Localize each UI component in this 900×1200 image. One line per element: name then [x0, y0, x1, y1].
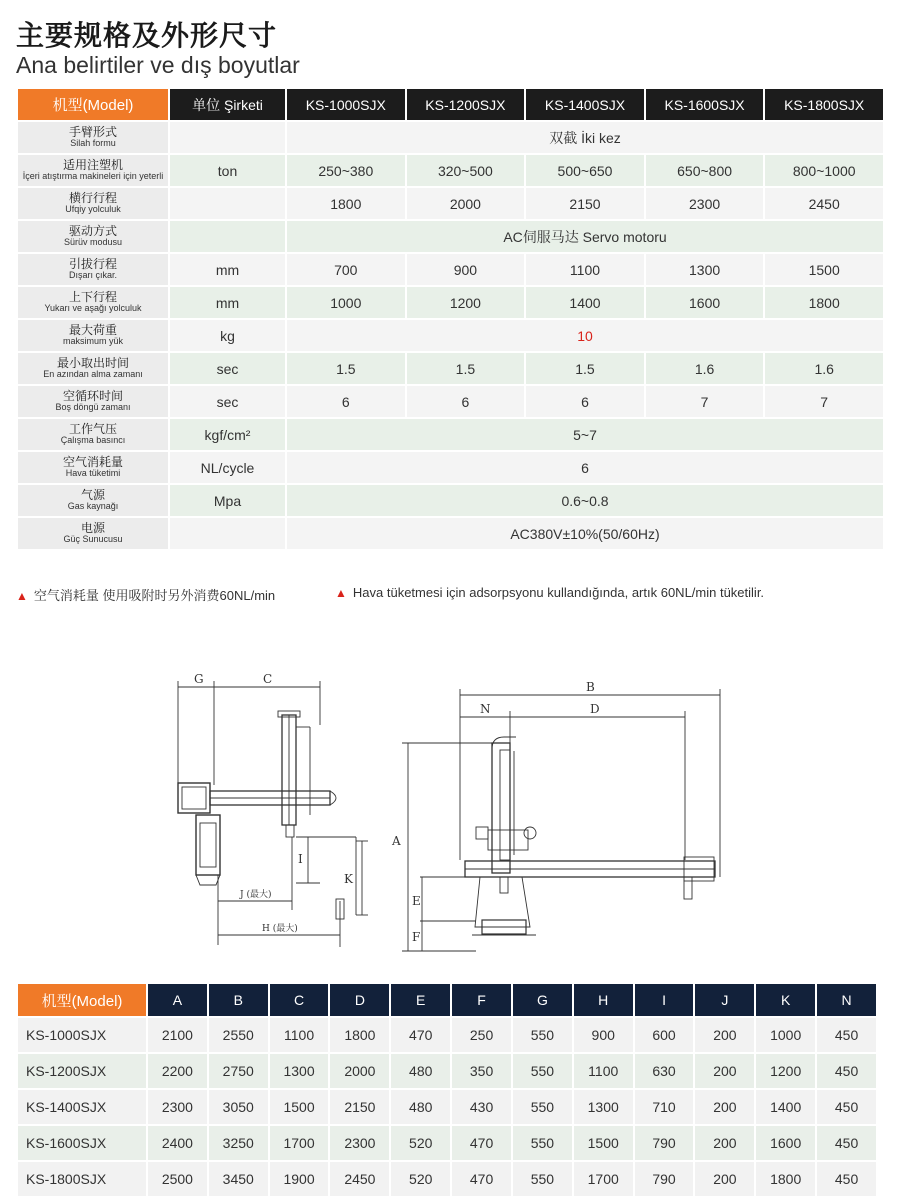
dim-value: 710	[635, 1090, 694, 1124]
spec-row	[18, 320, 883, 351]
spec-value: 7	[646, 386, 764, 417]
spec-label-tr: Ufqiy yolculuk	[65, 203, 121, 214]
spec-unit	[170, 188, 285, 219]
dim-header-col: A	[148, 984, 207, 1016]
dim-value: 550	[513, 1162, 572, 1196]
dim-header-col: D	[330, 984, 389, 1016]
spec-row	[18, 485, 883, 516]
spec-label-cn: 工作气压	[68, 421, 117, 436]
dim-value: 1100	[574, 1054, 633, 1088]
spec-label-cn: 空气消耗量	[62, 454, 123, 469]
spec-header-model-2: KS-1200SJX	[407, 89, 525, 120]
dim-value: 1800	[756, 1162, 815, 1196]
spec-unit: sec	[170, 386, 285, 417]
spec-label-cn: 空循环时间	[62, 388, 123, 403]
dim-header-col: C	[270, 984, 329, 1016]
spec-label-tr: Gas kaynağı	[67, 500, 119, 511]
spec-header-model-1: KS-1000SJX	[287, 89, 405, 120]
spec-row-label	[18, 122, 168, 153]
dimension-table	[16, 982, 878, 1198]
dim-value: 200	[695, 1054, 754, 1088]
dim-value: 900	[574, 1018, 633, 1052]
dim-value: 480	[391, 1054, 450, 1088]
dim-value: 1900	[270, 1162, 329, 1196]
spec-row-label	[18, 188, 168, 219]
spec-value: 900	[407, 254, 525, 285]
dim-value: 550	[513, 1018, 572, 1052]
dim-value: 450	[817, 1090, 876, 1124]
dim-value: 1200	[756, 1054, 815, 1088]
spec-value: 250~380	[287, 155, 405, 186]
dim-value: 430	[452, 1090, 511, 1124]
spec-row	[18, 419, 883, 450]
spec-row-label	[18, 155, 168, 186]
spec-value: 2000	[407, 188, 525, 219]
dim-row	[18, 1126, 876, 1160]
spec-row	[18, 221, 883, 252]
dim-value: 520	[391, 1162, 450, 1196]
dim-value: 2200	[148, 1054, 207, 1088]
spec-label-tr: Silah formu	[70, 137, 116, 148]
dim-value: 1700	[270, 1126, 329, 1160]
dim-row	[18, 1054, 876, 1088]
spec-label-tr: maksimum yük	[62, 335, 123, 346]
dim-value: 630	[635, 1054, 694, 1088]
spec-label-cn: 上下行程	[68, 289, 117, 304]
spec-label-tr: Güç Sunucusu	[63, 533, 123, 544]
spec-row	[18, 353, 883, 384]
dim-value: 470	[452, 1126, 511, 1160]
dim-label-c: C	[263, 672, 273, 686]
dim-value: 600	[635, 1018, 694, 1052]
spec-unit: ton	[170, 155, 285, 186]
dim-model: KS-1200SJX	[18, 1054, 146, 1088]
dim-value: 2300	[148, 1090, 207, 1124]
spec-header-unit: 单位 Şirketi	[170, 89, 285, 120]
dim-label-e: E	[412, 894, 421, 908]
dim-value: 470	[391, 1018, 450, 1052]
spec-label-cn: 驱动方式	[68, 223, 117, 238]
spec-row-label	[18, 452, 168, 483]
dim-value: 350	[452, 1054, 511, 1088]
dim-label-d: D	[590, 702, 600, 716]
dim-value: 3450	[209, 1162, 268, 1196]
spec-value: 1.5	[526, 353, 644, 384]
spec-label-cn: 手臂形式	[68, 124, 117, 139]
spec-row	[18, 287, 883, 318]
dim-model: KS-1600SJX	[18, 1126, 146, 1160]
spec-value: 1.5	[287, 353, 405, 384]
dim-label-i: I	[298, 852, 303, 866]
dim-row	[18, 1090, 876, 1124]
spec-label-tr: Dışarı çıkar.	[68, 269, 117, 280]
dim-value: 2450	[330, 1162, 389, 1196]
dim-row	[18, 1018, 876, 1052]
dim-header-col: J	[695, 984, 754, 1016]
dim-value: 200	[695, 1162, 754, 1196]
spec-table	[16, 87, 885, 551]
dim-value: 2100	[148, 1018, 207, 1052]
dim-label-g: G	[194, 672, 204, 686]
dim-value: 200	[695, 1090, 754, 1124]
dim-value: 3050	[209, 1090, 268, 1124]
spec-value: AC伺服马达 Servo motoru	[287, 221, 883, 252]
spec-row-label	[18, 485, 168, 516]
spec-label-tr: İçeri atıştırma makineleri için yeterli	[22, 170, 164, 181]
spec-label-cn: 最小取出时间	[56, 355, 129, 370]
spec-row-label	[18, 353, 168, 384]
dim-model: KS-1400SJX	[18, 1090, 146, 1124]
dim-header-col: N	[817, 984, 876, 1016]
dim-label-k: K	[344, 872, 353, 886]
spec-value: 1500	[765, 254, 883, 285]
spec-value: 1600	[646, 287, 764, 318]
dim-value: 470	[452, 1162, 511, 1196]
spec-value: 6	[526, 386, 644, 417]
dim-value: 200	[695, 1018, 754, 1052]
spec-value: 2300	[646, 188, 764, 219]
dim-label-a: A	[392, 834, 401, 848]
front-view	[402, 689, 720, 951]
spec-row-label	[18, 386, 168, 417]
spec-unit: NL/cycle	[170, 452, 285, 483]
spec-header-model-3: KS-1400SJX	[526, 89, 644, 120]
spec-unit	[170, 518, 285, 549]
spec-unit: Mpa	[170, 485, 285, 516]
spec-value: 700	[287, 254, 405, 285]
spec-row	[18, 452, 883, 483]
dim-value: 2750	[209, 1054, 268, 1088]
dim-value: 2400	[148, 1126, 207, 1160]
spec-label-cn: 横行行程	[68, 190, 117, 205]
dim-header-col: H	[574, 984, 633, 1016]
dim-value: 790	[635, 1162, 694, 1196]
dim-value: 1300	[574, 1090, 633, 1124]
spec-row	[18, 386, 883, 417]
spec-row-label	[18, 320, 168, 351]
spec-value: 7	[765, 386, 883, 417]
spec-value: 1.5	[407, 353, 525, 384]
spec-row	[18, 518, 883, 549]
spec-value: 650~800	[646, 155, 764, 186]
spec-label-tr: Çalışma basıncı	[60, 434, 126, 445]
spec-label-tr: Hava tüketimi	[65, 467, 121, 478]
warning-triangle-icon: ▲	[16, 589, 28, 603]
page-title-tr: Ana belirtiler ve dış boyutlar	[16, 52, 300, 78]
note-cn	[16, 585, 275, 604]
spec-row	[18, 155, 883, 186]
spec-value: 1.6	[765, 353, 883, 384]
spec-value: 1000	[287, 287, 405, 318]
spec-value: 500~650	[526, 155, 644, 186]
dim-value: 2550	[209, 1018, 268, 1052]
dim-row	[18, 1162, 876, 1196]
dim-model: KS-1800SJX	[18, 1162, 146, 1196]
spec-label-cn: 最大荷重	[68, 322, 117, 337]
dim-header-col: F	[452, 984, 511, 1016]
spec-value: 2450	[765, 188, 883, 219]
dim-value: 1500	[574, 1126, 633, 1160]
spec-unit	[170, 122, 285, 153]
spec-value: 800~1000	[765, 155, 883, 186]
spec-unit	[170, 221, 285, 252]
spec-value: AC380V±10%(50/60Hz)	[287, 518, 883, 549]
spec-unit: sec	[170, 353, 285, 384]
dim-value: 1400	[756, 1090, 815, 1124]
spec-row-label	[18, 254, 168, 285]
dim-value: 790	[635, 1126, 694, 1160]
spec-label-tr: Sürüv modusu	[63, 236, 123, 247]
spec-unit: kg	[170, 320, 285, 351]
dim-label-h: H (最大)	[262, 924, 298, 934]
dim-value: 450	[817, 1126, 876, 1160]
spec-value: 双截 İki kez	[287, 122, 883, 153]
spec-value: 1300	[646, 254, 764, 285]
dim-value: 550	[513, 1054, 572, 1088]
dim-value: 480	[391, 1090, 450, 1124]
spec-value: 1100	[526, 254, 644, 285]
spec-label-tr: Boş döngü zamanı	[55, 401, 131, 412]
dim-value: 200	[695, 1126, 754, 1160]
spec-unit: kgf/cm²	[170, 419, 285, 450]
dim-value: 1300	[270, 1054, 329, 1088]
spec-header-model: 机型(Model)	[18, 89, 168, 120]
spec-label-tr: En azından alma zamanı	[43, 368, 143, 379]
side-view	[178, 681, 368, 947]
spec-unit: mm	[170, 254, 285, 285]
spec-label-cn: 气源	[80, 487, 105, 502]
spec-value: 1800	[287, 188, 405, 219]
spec-unit: mm	[170, 287, 285, 318]
spec-label-cn: 电源	[80, 520, 105, 535]
dim-label-n: N	[480, 702, 491, 716]
dim-value: 250	[452, 1018, 511, 1052]
dim-value: 450	[817, 1018, 876, 1052]
dim-value: 550	[513, 1090, 572, 1124]
page-title-cn: 主要规格及外形尺寸	[16, 19, 278, 52]
spec-value: 6	[287, 452, 883, 483]
spec-value: 2150	[526, 188, 644, 219]
spec-row-label	[18, 287, 168, 318]
spec-label-tr: Yukarı ve aşağı yolculuk	[44, 302, 142, 313]
spec-value: 10	[287, 320, 883, 351]
dim-value: 1700	[574, 1162, 633, 1196]
spec-value: 6	[407, 386, 525, 417]
spec-value: 1400	[526, 287, 644, 318]
dim-value: 2150	[330, 1090, 389, 1124]
spec-row-label	[18, 221, 168, 252]
dim-value: 1100	[270, 1018, 329, 1052]
dim-value: 450	[817, 1054, 876, 1088]
dim-value: 2000	[330, 1054, 389, 1088]
spec-value: 0.6~0.8	[287, 485, 883, 516]
dim-label-f: F	[412, 930, 421, 944]
dim-value: 1800	[330, 1018, 389, 1052]
dim-value: 2500	[148, 1162, 207, 1196]
dim-value: 2300	[330, 1126, 389, 1160]
spec-row-label	[18, 518, 168, 549]
dim-label-j: J (最大)	[240, 890, 272, 900]
spec-label-cn: 引拔行程	[68, 256, 117, 271]
dim-header-col: G	[513, 984, 572, 1016]
dim-value: 450	[817, 1162, 876, 1196]
spec-header-model-5: KS-1800SJX	[765, 89, 883, 120]
note-cn-text: 空气消耗量 使用吸附时另外消费60NL/min	[33, 588, 276, 603]
dim-value: 1500	[270, 1090, 329, 1124]
spec-label-cn: 适用注塑机	[62, 157, 123, 172]
dim-value: 3250	[209, 1126, 268, 1160]
spec-value: 6	[287, 386, 405, 417]
dimension-drawing	[170, 665, 730, 955]
spec-value: 1800	[765, 287, 883, 318]
warning-triangle-icon: ▲	[335, 586, 347, 600]
spec-row	[18, 188, 883, 219]
spec-row	[18, 122, 883, 153]
spec-header-model-4: KS-1600SJX	[646, 89, 764, 120]
note-tr-text: Hava tüketmesi için adsorpsyonu kullandığında, artık 60NL/min tüketilir.	[352, 585, 765, 600]
dim-value: 520	[391, 1126, 450, 1160]
dim-header-col: E	[391, 984, 450, 1016]
dim-header-col: I	[635, 984, 694, 1016]
dim-model: KS-1000SJX	[18, 1018, 146, 1052]
dim-value: 1000	[756, 1018, 815, 1052]
spec-row-label	[18, 419, 168, 450]
dim-header-model: 机型(Model)	[18, 984, 146, 1016]
dim-label-b: B	[586, 680, 595, 694]
spec-value: 5~7	[287, 419, 883, 450]
dim-header-col: B	[209, 984, 268, 1016]
dim-value: 1600	[756, 1126, 815, 1160]
dim-header-col: K	[756, 984, 815, 1016]
spec-value: 320~500	[407, 155, 525, 186]
spec-value: 1.6	[646, 353, 764, 384]
note-tr	[335, 585, 764, 600]
spec-value: 1200	[407, 287, 525, 318]
spec-row	[18, 254, 883, 285]
dim-value: 550	[513, 1126, 572, 1160]
